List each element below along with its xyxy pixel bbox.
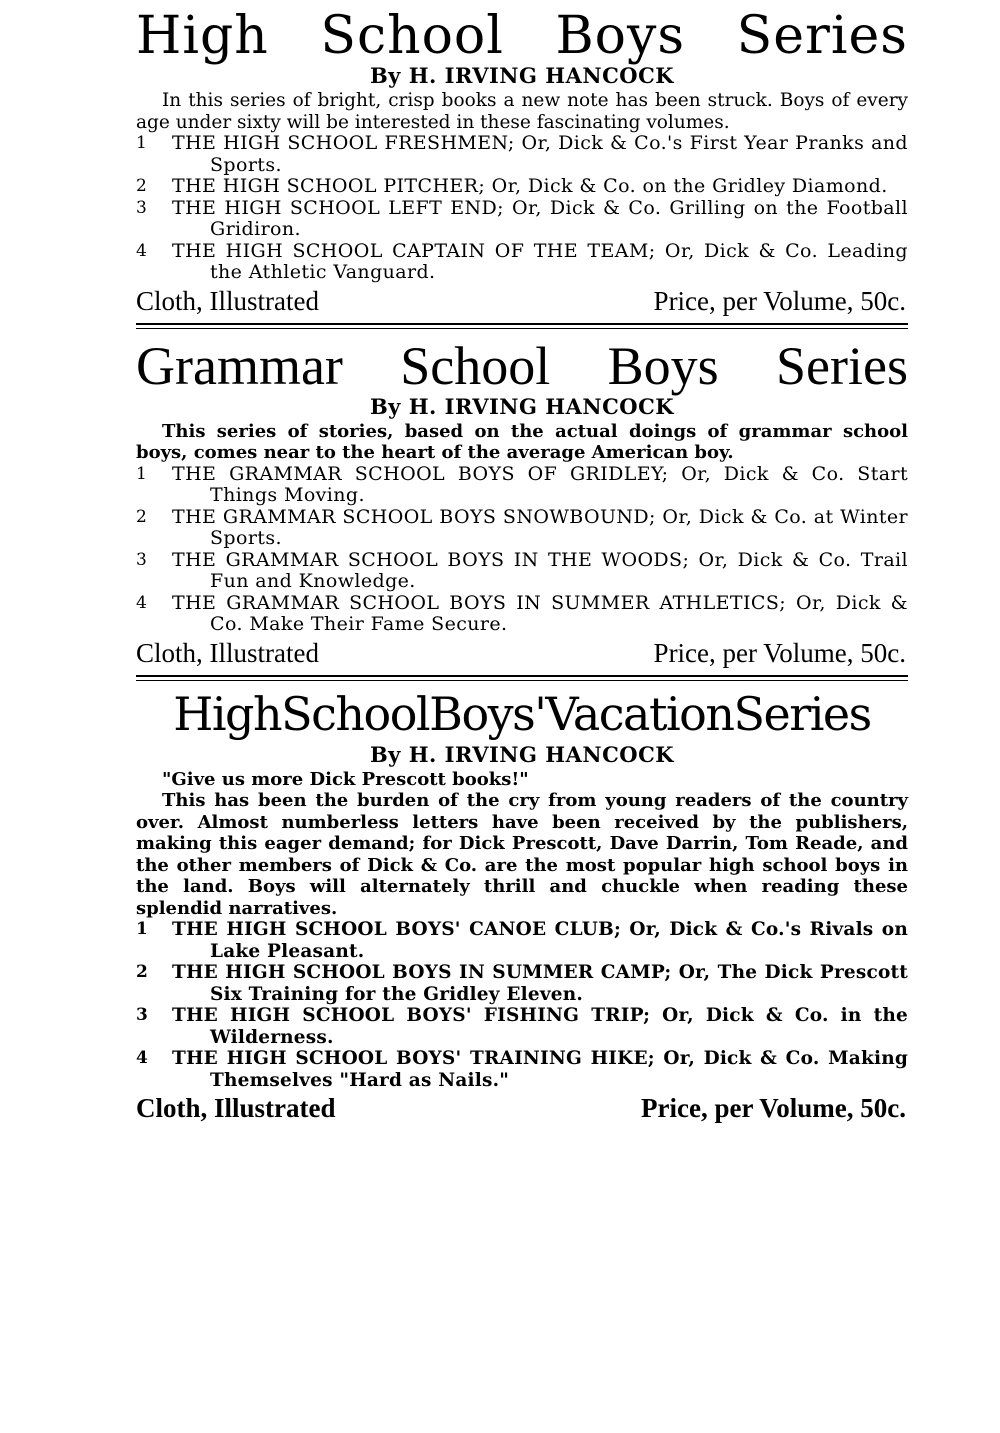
book-item: [136, 241, 908, 284]
title-word: Grammar: [136, 335, 343, 396]
book-item: [136, 507, 908, 550]
book-number: 3: [136, 197, 148, 218]
book-item: [136, 464, 908, 507]
title-word: Boys: [607, 335, 719, 396]
series-high-school-boys-vacation: [136, 686, 908, 1124]
advertisement-page: [136, 6, 908, 1124]
book-item: [136, 198, 908, 241]
divider-rule: [136, 323, 908, 325]
series-high-school-boys: [136, 6, 908, 316]
title-word: High: [136, 6, 269, 66]
book-item: [136, 1048, 908, 1091]
book-title: THE HIGH SCHOOL CAPTAIN OF THE TEAM; Or, Dick & Co. Leading the Athletic Vanguard.: [172, 239, 908, 284]
book-title: THE GRAMMAR SCHOOL BOYS IN SUMMER ATHLETICS; Or, Dick & Co. Make Their Fame Secure.: [172, 591, 908, 636]
book-title: THE HIGH SCHOOL PITCHER; Or, Dick & Co. on the Gridley Diamond.: [172, 175, 888, 198]
series-footer: [136, 637, 908, 668]
book-number: 1: [136, 463, 148, 484]
divider-rule: [136, 675, 908, 677]
title-word: School: [400, 335, 551, 396]
divider-rule: [136, 328, 908, 329]
series-footer: [136, 1095, 908, 1122]
book-item: [136, 919, 908, 962]
series-title: HighSchoolBoys'VacationSeries: [173, 686, 871, 741]
series-author: By H. IRVING HANCOCK: [369, 393, 675, 419]
binding-label: Cloth, Illustrated: [136, 1093, 336, 1124]
title-word: School: [320, 6, 504, 66]
series-author: By H. IRVING HANCOCK: [369, 63, 675, 88]
price-label: Price, per Volume, 50c.: [653, 285, 906, 316]
book-number: 2: [136, 506, 148, 527]
book-number: 2: [136, 176, 148, 197]
series-description: This has been the burden of the cry from young readers of the country over. Almost numberless letters have been received by the publishers, making this eager demand; for Dick Prescott, Dave Darrin, Tom Reade, and the other members of Dick & Co. are the most popular high school boys in the land. Boys will alternately thrill and chuckle when reading these splendid narratives.: [136, 790, 908, 919]
title-word: Series: [776, 335, 908, 396]
book-number: 3: [136, 549, 148, 570]
book-title: THE GRAMMAR SCHOOL BOYS OF GRIDLEY; Or, Dick & Co. Start Things Moving.: [172, 462, 908, 507]
book-number: 4: [136, 1048, 149, 1069]
title-word: Boys: [555, 6, 686, 66]
binding-label: Cloth, Illustrated: [136, 637, 319, 668]
series-description: In this series of bright, crisp books a new note has been struck. Boys of every age under sixty will be interested in these fascinating volumes.: [136, 90, 908, 133]
book-item: [136, 593, 908, 636]
book-number: 4: [136, 592, 148, 613]
book-list: [136, 133, 908, 284]
price-label: Price, per Volume, 50c.: [641, 1093, 906, 1124]
book-number: 2: [136, 962, 149, 983]
series-title: [136, 6, 908, 66]
book-title: THE GRAMMAR SCHOOL BOYS SNOWBOUND; Or, Dick & Co. at Winter Sports.: [172, 505, 908, 550]
book-title: THE HIGH SCHOOL BOYS IN SUMMER CAMP; Or, The Dick Prescott Six Training for the Gridley Eleven.: [172, 962, 908, 1005]
series-quote: "Give us more Dick Prescott books!": [162, 768, 529, 790]
book-number: 1: [136, 919, 149, 940]
series-footer: [136, 285, 908, 316]
book-item: [136, 133, 908, 176]
series-author: By H. IRVING HANCOCK: [369, 741, 675, 767]
book-list: [136, 919, 908, 1091]
book-list: [136, 464, 908, 636]
title-word: Series: [736, 6, 908, 66]
series-description: This series of stories, based on the actual doings of grammar school boys, comes near to the heart of the average American boy.: [136, 420, 908, 464]
book-title: THE HIGH SCHOOL FRESHMEN; Or, Dick & Co.'s First Year Pranks and Sports.: [172, 132, 908, 176]
book-number: 4: [136, 240, 148, 261]
book-item: [136, 962, 908, 1005]
book-item: [136, 176, 908, 198]
binding-label: Cloth, Illustrated: [136, 285, 319, 316]
book-number: 1: [136, 133, 148, 154]
section-divider: [136, 323, 908, 329]
book-number: 3: [136, 1005, 149, 1026]
divider-rule: [136, 680, 908, 681]
book-title: THE HIGH SCHOOL LEFT END; Or, Dick & Co. Grilling on the Football Gridiron.: [172, 196, 908, 241]
book-title: THE HIGH SCHOOL BOYS' FISHING TRIP; Or, Dick & Co. in the Wilderness.: [172, 1005, 908, 1048]
section-divider: [136, 675, 908, 681]
series-grammar-school-boys: [136, 335, 908, 668]
book-item: [136, 550, 908, 593]
book-title: THE HIGH SCHOOL BOYS' CANOE CLUB; Or, Dick & Co.'s Rivals on Lake Pleasant.: [172, 919, 908, 962]
series-title: [136, 335, 908, 396]
book-item: [136, 1005, 908, 1048]
price-label: Price, per Volume, 50c.: [653, 637, 906, 668]
book-title: THE HIGH SCHOOL BOYS' TRAINING HIKE; Or, Dick & Co. Making Themselves "Hard as Nails.": [172, 1048, 908, 1091]
book-title: THE GRAMMAR SCHOOL BOYS IN THE WOODS; Or, Dick & Co. Trail Fun and Knowledge.: [172, 548, 908, 593]
